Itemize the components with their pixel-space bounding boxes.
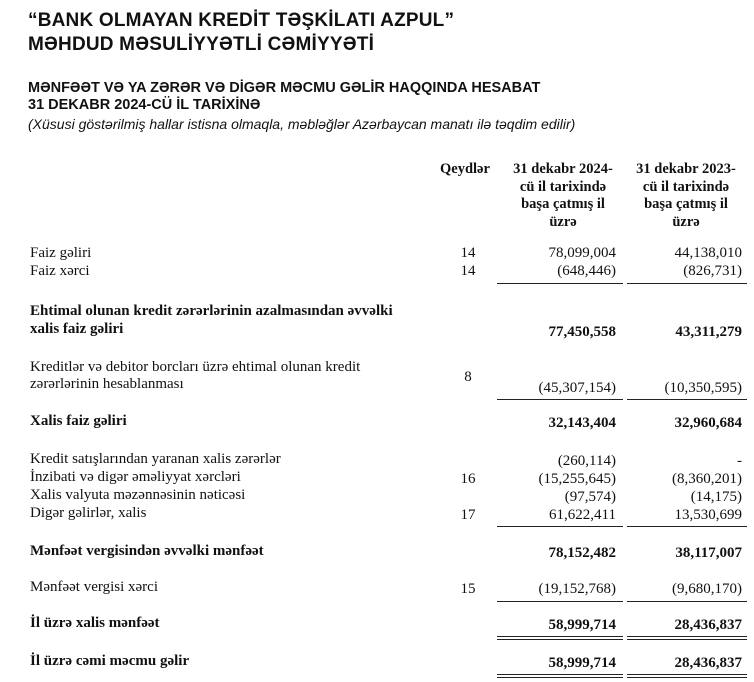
- row-label-other-income: Digər gəlirlər, xalis: [30, 505, 147, 521]
- value-2023-interest-income: 44,138,010: [674, 245, 742, 261]
- company-name-line1: “BANK OLMAYAN KREDİT TƏŞKİLATI AZPUL”: [28, 10, 455, 31]
- column-header-2023-line: cü il tarixində: [642, 178, 730, 195]
- row-note-other-income: 17: [460, 507, 476, 523]
- total-double-rule: [627, 636, 747, 637]
- column-header-2024-line: üzrə: [549, 213, 577, 230]
- row-label-loan-sale-losses: Kredit satışlarından yaranan xalis zərərlər: [30, 451, 281, 467]
- value-2024-interest-expense: (648,446): [557, 263, 616, 279]
- value-2023-net-interest-before-ecl: 43,311,279: [675, 324, 742, 340]
- value-2023-other-income: 13,530,699: [674, 507, 742, 523]
- row-note-admin-expenses: 16: [460, 471, 476, 487]
- total-double-rule: [497, 674, 623, 675]
- row-note-ecl: 8: [464, 369, 472, 385]
- value-2024-loan-sale-losses: (260,114): [557, 453, 616, 469]
- subtotal-rule: [497, 526, 623, 527]
- row-label-net-interest-before-ecl-1: Ehtimal olunan kredit zərərlərinin azalmasından əvvəlki: [30, 303, 393, 319]
- column-header-2024: [503, 161, 623, 231]
- subtotal-rule: [497, 399, 623, 400]
- total-double-rule: [497, 677, 623, 678]
- subtotal-rule: [627, 601, 747, 602]
- total-double-rule: [627, 677, 747, 678]
- row-note-interest-expense: 14: [460, 263, 476, 279]
- value-2023-net-interest-income: 32,960,684: [674, 415, 742, 431]
- row-label-net-interest-income: Xalis faiz gəliri: [30, 413, 127, 429]
- value-2023-profit-before-tax: 38,117,007: [675, 545, 742, 561]
- column-header-2023-line: üzrə: [672, 213, 700, 230]
- total-double-rule: [627, 639, 747, 640]
- value-2024-income-tax: (19,152,768): [538, 581, 616, 597]
- subtotal-rule: [627, 526, 747, 527]
- row-label-interest-income: Faiz gəliri: [30, 245, 92, 261]
- row-label-income-tax: Mənfəət vergisi xərci: [30, 579, 159, 595]
- total-double-rule: [497, 639, 623, 640]
- row-note-interest-income: 14: [460, 245, 476, 261]
- value-2023-total-comprehensive-income: 28,436,837: [674, 655, 742, 671]
- value-2024-fx-result: (97,574): [564, 489, 616, 505]
- column-header-2024-line: başa çatmış il: [521, 196, 605, 212]
- value-2023-income-tax: (9,680,170): [672, 581, 742, 597]
- column-header-2024-line: 31 dekabr 2024-: [513, 161, 613, 177]
- value-2024-interest-income: 78,099,004: [548, 245, 616, 261]
- row-label-net-interest-before-ecl-2: xalis faiz gəliri: [30, 321, 124, 337]
- row-label-net-profit: İl üzrə xalis mənfəət: [30, 615, 160, 631]
- row-label-ecl-2: zərərlərinin hesablanması: [30, 376, 184, 392]
- row-label-profit-before-tax: Mənfəət vergisindən əvvəlki mənfəət: [30, 543, 264, 559]
- row-note-income-tax: 15: [460, 581, 476, 597]
- company-name-line2: MƏHDUD MƏSULİYYƏTLİ CƏMİYYƏTİ: [28, 34, 375, 55]
- total-double-rule: [497, 636, 623, 637]
- statement-title: MƏNFƏƏT VƏ YA ZƏRƏR VƏ DİGƏR MƏCMU GƏLİR HAQQINDA HESABAT: [28, 80, 541, 96]
- row-label-interest-expense: Faiz xərci: [30, 263, 90, 279]
- value-2023-ecl: (10,350,595): [664, 380, 742, 396]
- row-label-total-comprehensive-income: İl üzrə cəmi məcmu gəlir: [30, 653, 190, 669]
- value-2023-loan-sale-losses: -: [737, 453, 742, 469]
- subtotal-rule: [627, 283, 747, 284]
- column-header-2024-line: cü il tarixində: [519, 178, 607, 195]
- value-2024-other-income: 61,622,411: [549, 507, 616, 523]
- value-2024-admin-expenses: (15,255,645): [538, 471, 616, 487]
- row-label-admin-expenses: İnzibati və digər əməliyyat xərcləri: [30, 469, 241, 485]
- value-2023-interest-expense: (826,731): [683, 263, 742, 279]
- value-2024-profit-before-tax: 78,152,482: [548, 545, 616, 561]
- value-2024-net-interest-before-ecl: 77,450,558: [548, 324, 616, 340]
- currency-note: (Xüsusi göstərilmiş hallar istisna olmaqla, məbləğlər Azərbaycan manatı ilə təqdim edilir): [28, 116, 576, 132]
- row-label-ecl-1: Kreditlər və debitor borcları üzrə ehtimal olunan kredit: [30, 359, 361, 375]
- total-double-rule: [627, 674, 747, 675]
- subtotal-rule: [497, 601, 623, 602]
- value-2024-net-profit: 58,999,714: [548, 617, 616, 633]
- value-2024-ecl: (45,307,154): [538, 380, 616, 396]
- value-2023-net-profit: 28,436,837: [674, 617, 742, 633]
- subtotal-rule: [627, 399, 747, 400]
- value-2024-total-comprehensive-income: 58,999,714: [548, 655, 616, 671]
- column-header-2023-line: başa çatmış il: [644, 196, 728, 212]
- value-2023-admin-expenses: (8,360,201): [672, 471, 742, 487]
- row-label-fx-result: Xalis valyuta məzənnəsinin nəticəsi: [30, 487, 246, 503]
- value-2023-fx-result: (14,175): [690, 489, 742, 505]
- notes-column-header: Qeydlər: [440, 161, 490, 177]
- subtotal-rule: [497, 283, 623, 284]
- column-header-2023: [625, 161, 747, 231]
- statement-date: 31 DEKABR 2024-CÜ İL TARİXİNƏ: [28, 97, 261, 113]
- value-2024-net-interest-income: 32,143,404: [548, 415, 616, 431]
- column-header-2023-line: 31 dekabr 2023-: [636, 161, 736, 177]
